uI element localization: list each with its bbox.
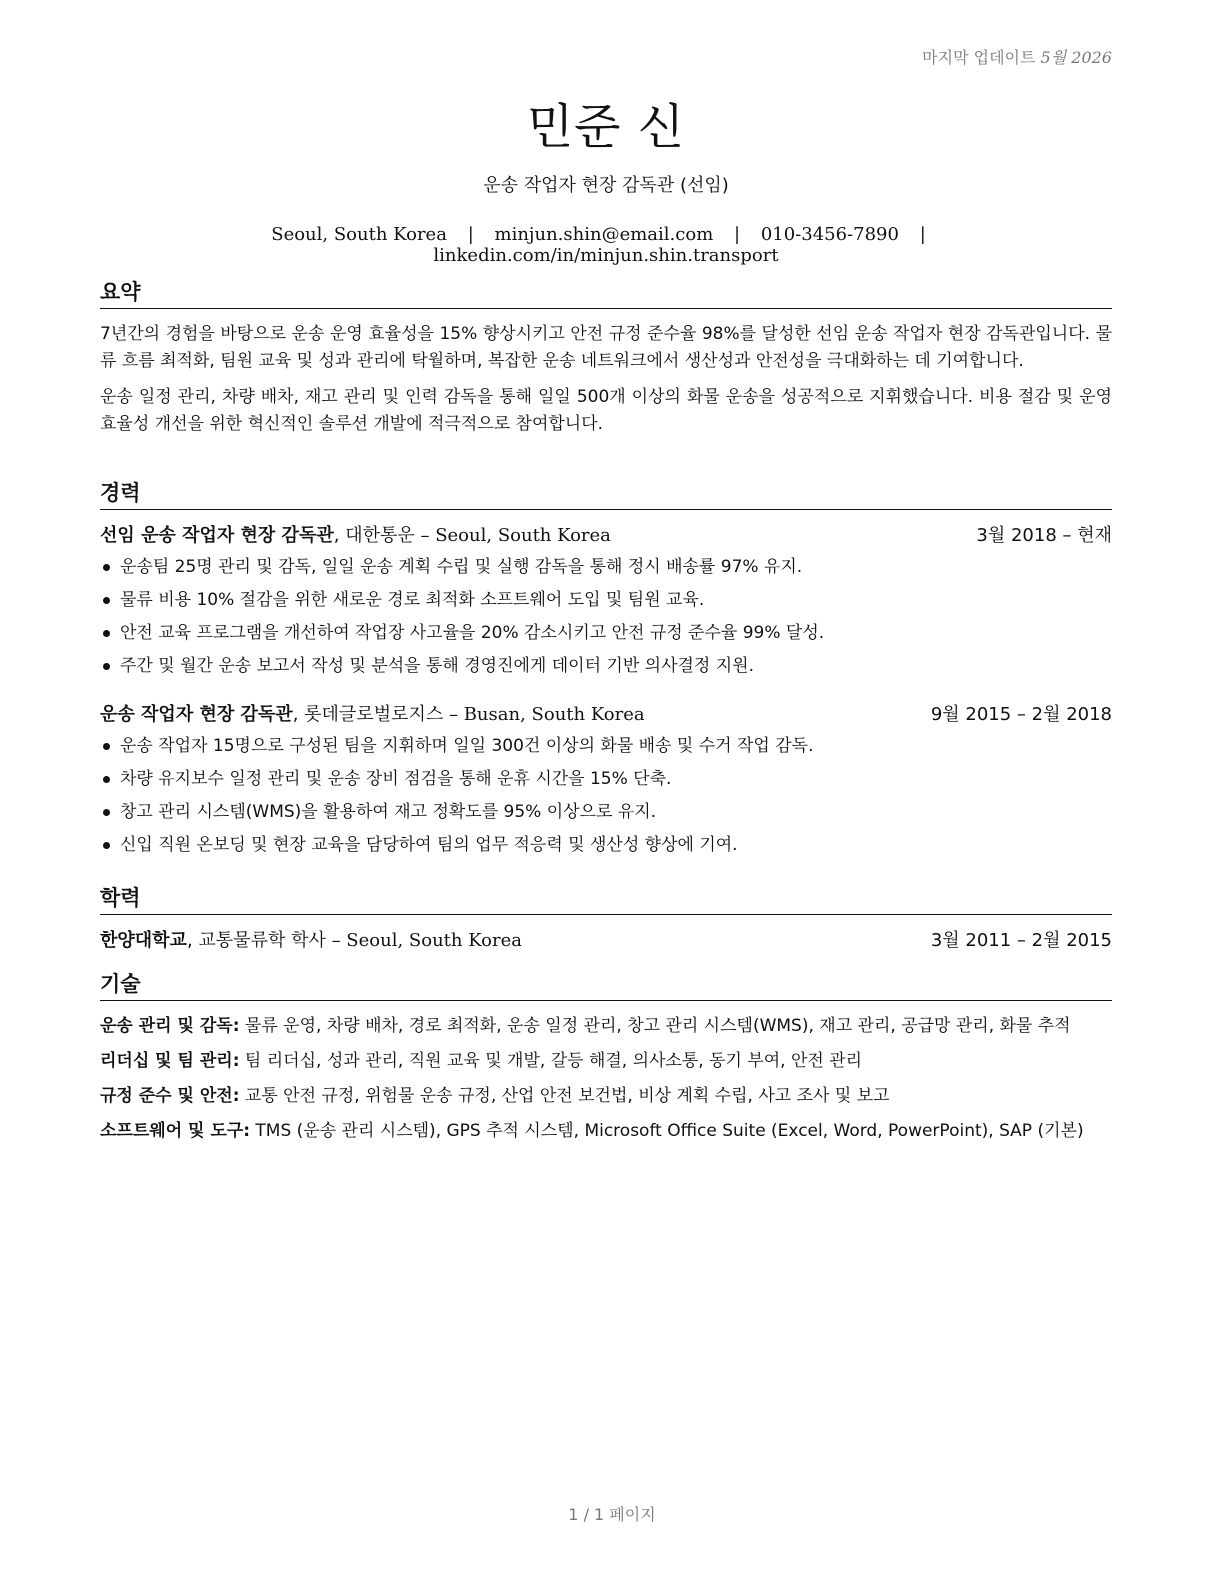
contact-location: Seoul, South Korea: [271, 224, 447, 245]
job-entry: [100, 522, 1112, 683]
job-header: 선임 운송 작업자 현장 감독관, 대한통운 – Seoul, South Korea 3월 2018 – 현재: [100, 522, 1112, 549]
summary-section: [100, 276, 1112, 438]
contact-separator: |: [919, 224, 926, 245]
summary-paragraph: 7년간의 경험을 바탕으로 운송 운영 효율성을 15% 향상시키고 안전 규정 준수율 98%를 달성한 선임 운송 작업자 현장 감독관입니다. 물류 흐름 최적화, 팀원 교육 및 성과 관리에 탁월하며, 복잡한 운송 네트워크에서 생산성과 안전성을 극대화하는 데 기여합니다.: [100, 324, 1112, 371]
education-school: 한양대학교: [100, 930, 187, 951]
contact-linkedin[interactable]: linkedin.com/in/minjun.shin.transport: [433, 245, 779, 266]
skill-value: 팀 리더십, 성과 관리, 직원 교육 및 개발, 갈등 해결, 의사소통, 동기 부여, 안전 관리: [244, 1051, 863, 1071]
skill-row: [100, 1118, 1112, 1144]
skill-row: [100, 1048, 1112, 1074]
skill-label: 운송 관리 및 감독:: [100, 1016, 240, 1036]
job-company: 롯데글로벌로지스: [304, 704, 444, 725]
last-updated-prefix: 마지막 업데이트: [922, 48, 1036, 67]
section-heading-experience: 경력: [100, 477, 1112, 510]
education-dates: 3월 2011 – 2월 2015: [930, 930, 1112, 951]
last-updated: [922, 45, 1112, 68]
job-bullet: 차량 유지보수 일정 관리 및 운송 장비 점검을 통해 운휴 시간을 15% 단축.: [100, 763, 1112, 796]
skill-value: 교통 안전 규정, 위험물 운송 규정, 산업 안전 보건법, 비상 계획 수립, 사고 조사 및 보고: [244, 1086, 890, 1106]
job-bullets: [100, 730, 1112, 862]
contact-phone: 010-3456-7890: [760, 224, 899, 245]
contact-separator: |: [734, 224, 741, 245]
job-dates: 3월 2018 – 현재: [976, 525, 1112, 546]
education-entry: 한양대학교, 교통물류학 학사 – Seoul, South Korea 3월 2011 – 2월 2015: [100, 927, 1112, 954]
job-bullet: 운송팀 25명 관리 및 감독, 일일 운송 계획 수립 및 실행 감독을 통해 정시 배송률 97% 유지.: [100, 551, 1112, 584]
job-bullet: 창고 관리 시스템(WMS)을 활용하여 재고 정확도를 95% 이상으로 유지.: [100, 796, 1112, 829]
contact-line: [100, 224, 1112, 266]
job-header: 운송 작업자 현장 감독관, 롯데글로벌로지스 – Busan, South Korea 9월 2015 – 2월 2018: [100, 701, 1112, 728]
experience-section: [100, 477, 1112, 862]
job-bullets: [100, 551, 1112, 683]
last-updated-date: 5월 2026: [1040, 48, 1112, 67]
summary-paragraph: 운송 일정 관리, 차량 배차, 재고 관리 및 인력 감독을 통해 일일 500개 이상의 화물 운송을 성공적으로 지휘했습니다. 비용 절감 및 운영 효율성 개선을 위한 혁신적인 솔루션 개발에 적극적으로 참여합니다.: [100, 387, 1112, 434]
section-heading-summary: 요약: [100, 276, 1112, 309]
skill-row: [100, 1013, 1112, 1039]
page-number: 1 / 1 페이지: [568, 1505, 656, 1524]
skill-value: TMS (운송 관리 시스템), GPS 추적 시스템, Microsoft Office Suite (Excel, Word, PowerPoint), SAP (기본): [255, 1121, 1084, 1141]
candidate-title: 운송 작업자 현장 감독관 (선임): [483, 175, 729, 196]
skill-value: 물류 운영, 차량 배차, 경로 최적화, 운송 일정 관리, 창고 관리 시스템(WMS), 재고 관리, 공급망 관리, 화물 추적: [244, 1016, 1071, 1036]
skill-label: 소프트웨어 및 도구:: [100, 1121, 251, 1141]
job-company: 대한통운: [345, 525, 415, 546]
section-heading-skills: 기술: [100, 968, 1112, 1001]
job-bullet: 운송 작업자 15명으로 구성된 팀을 지휘하며 일일 300건 이상의 화물 배송 및 수거 작업 감독.: [100, 730, 1112, 763]
candidate-name: 민준 신: [526, 99, 686, 155]
job-bullet: 물류 비용 10% 절감을 위한 새로운 경로 최적화 소프트웨어 도입 및 팀원 교육.: [100, 584, 1112, 617]
education-location: Seoul, South Korea: [346, 930, 523, 951]
job-location: Busan, South Korea: [463, 704, 645, 725]
job-bullet: 신입 직원 온보딩 및 현장 교육을 담당하여 팀의 업무 적응력 및 생산성 향상에 기여.: [100, 829, 1112, 862]
skills-section: [100, 968, 1112, 1153]
section-heading-education: 학력: [100, 882, 1112, 915]
skill-label: 규정 준수 및 안전:: [100, 1086, 240, 1106]
skill-label: 리더십 및 팀 관리:: [100, 1051, 240, 1071]
contact-separator: |: [467, 224, 474, 245]
job-bullet: 안전 교육 프로그램을 개선하여 작업장 사고율을 20% 감소시키고 안전 규정 준수율 99% 달성.: [100, 617, 1112, 650]
job-dates: 9월 2015 – 2월 2018: [930, 704, 1112, 725]
contact-email[interactable]: minjun.shin@email.com: [494, 224, 714, 245]
job-role: 운송 작업자 현장 감독관: [100, 704, 293, 725]
job-location: Seoul, South Korea: [435, 525, 611, 546]
job-role: 선임 운송 작업자 현장 감독관: [100, 525, 334, 546]
job-entry: [100, 701, 1112, 862]
skill-row: [100, 1083, 1112, 1109]
education-section: [100, 882, 1112, 954]
job-bullet: 주간 및 월간 운송 보고서 작성 및 분석을 통해 경영진에게 데이터 기반 의사결정 지원.: [100, 650, 1112, 683]
education-degree: 교통물류학 학사: [198, 930, 326, 951]
